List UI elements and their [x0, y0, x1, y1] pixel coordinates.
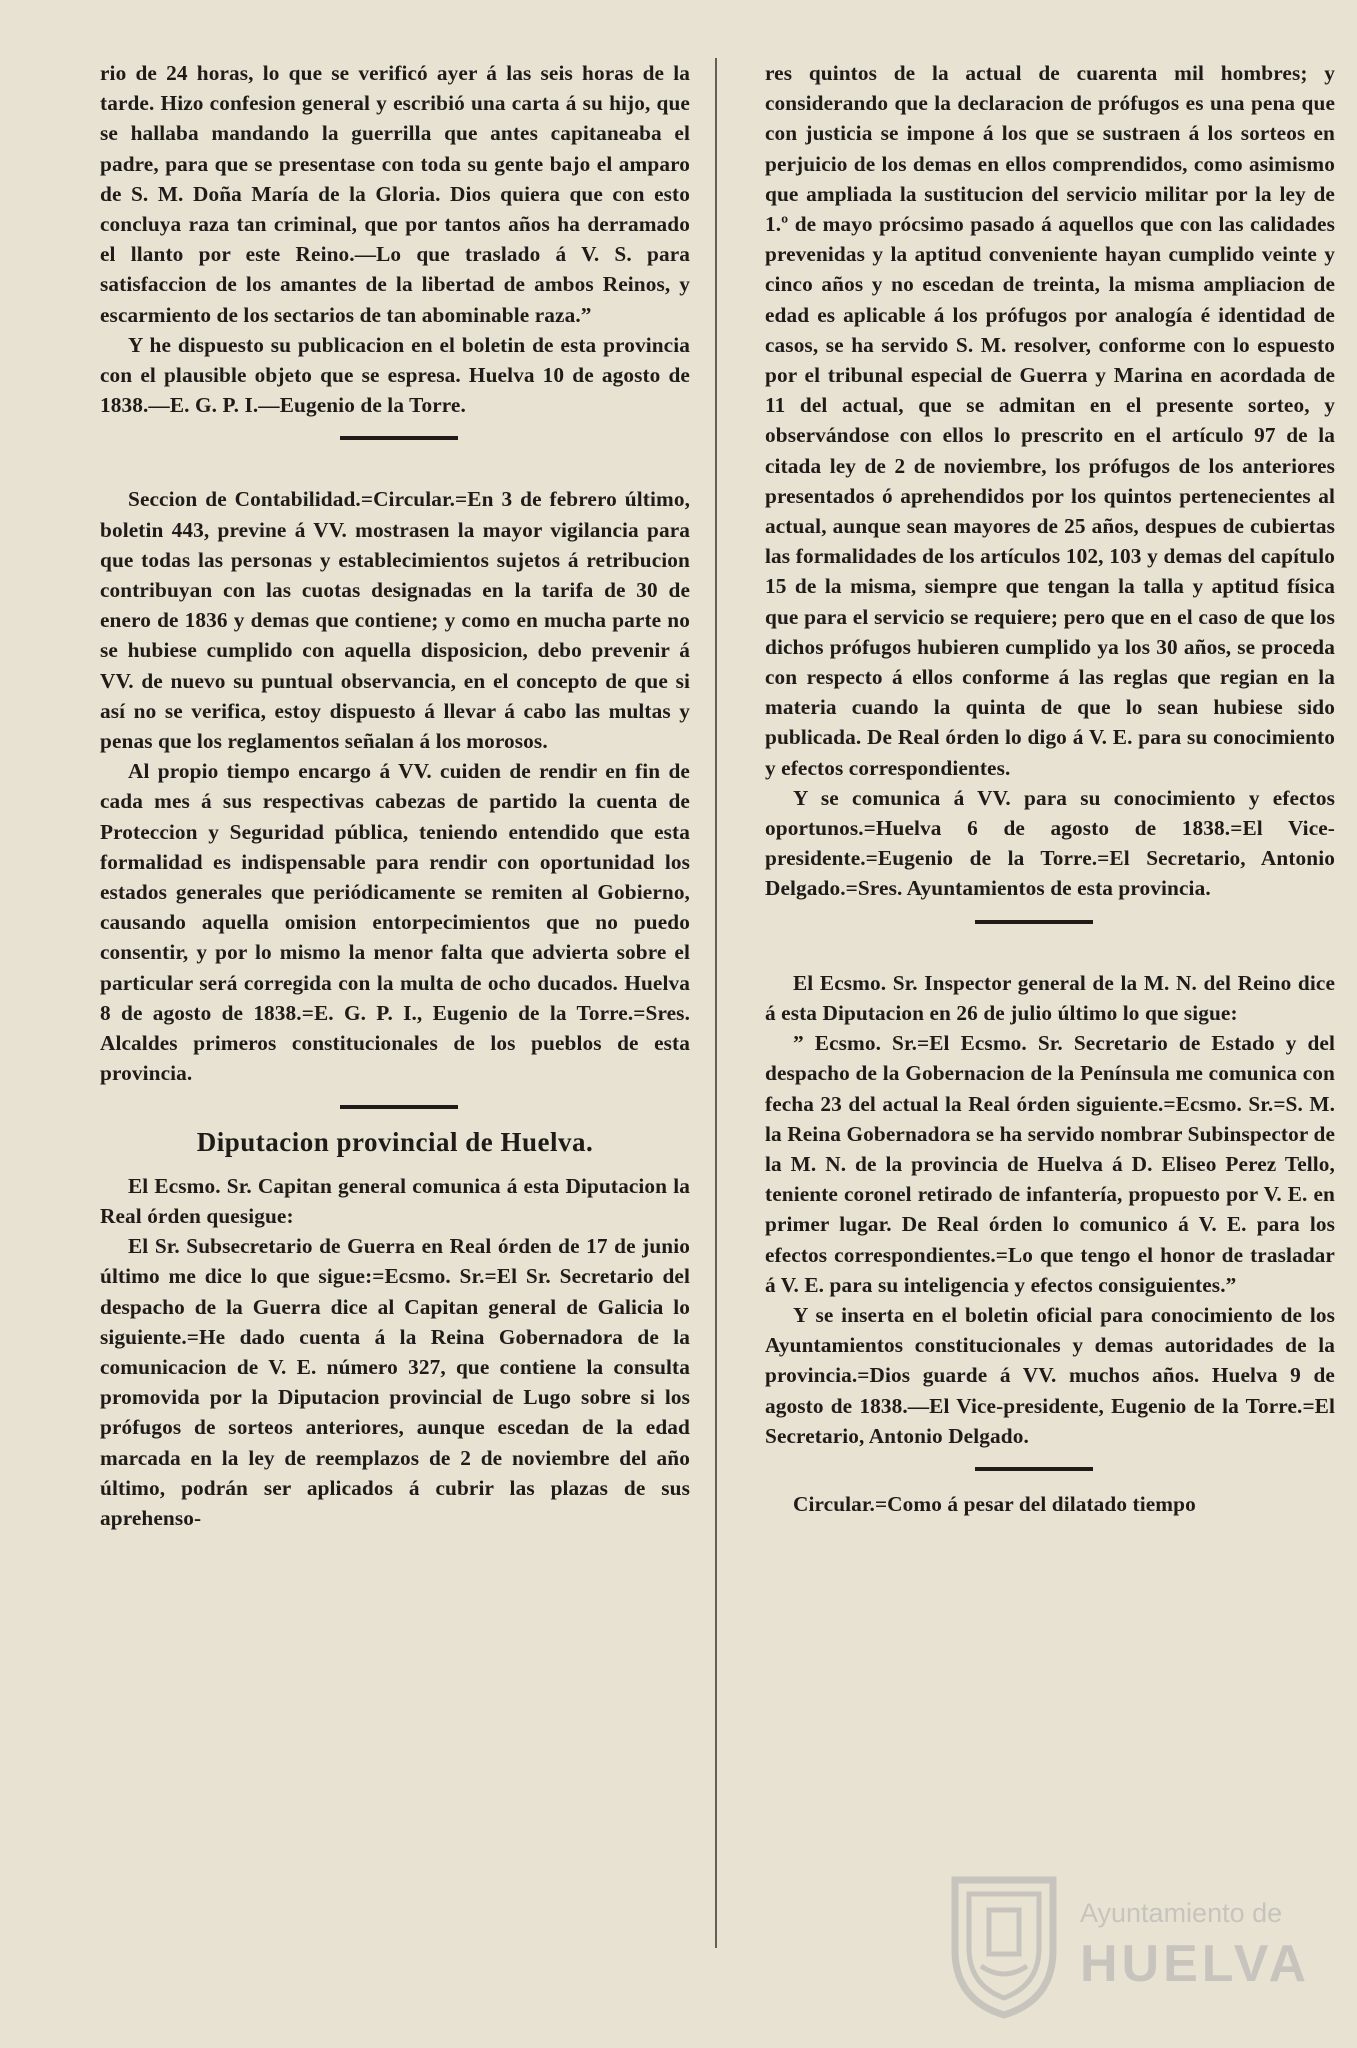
paragraph: Y se comunica á VV. para su conocimiento y efectos oportunos.=Huelva 6 de agosto de 1838.=El Vice-presidente.=Eugenio de la Torre.=El Secretario, Antonio Delgado.=Sres. Ayuntamientos de esta provincia.: [765, 785, 1335, 901]
right-column: [765, 58, 1335, 1519]
watermark-line1: Ayuntamiento de: [1080, 1898, 1283, 1928]
paragraph: Y se inserta en el boletin oficial para conocimiento de los Ayuntamientos constitucionales y demas autoridades de la provincia.=Dios guarde á VV. muchos años. Huelva 9 de agosto de 1838.—El Vice-presidente, Eugenio de la Torre.=El Secretario, Antonio Delgado.: [765, 1302, 1335, 1448]
paragraph: Seccion de Contabilidad.=Circular.=En 3 de febrero último, boletin 443, previne á VV. mostrasen la mayor vigilancia para que todas las personas y establecimientos sujetos á retribucion contribuyan con las cuotas designadas en la tarifa de 30 de enero de 1836 y demas que contiene; y como en mucha parte no se hubiese cumplido con aquella disposicion, debo prevenir á VV. de nuevo su puntual observancia, en el concepto de que si así no se verifica, estoy dispuesto á llevar á cabo las multas y penas que los reglamentos señalan á los morosos.: [100, 487, 690, 754]
paragraph: El Sr. Subsecretario de Guerra en Real órden de 17 de junio último me dice lo que sigue:=Ecsmo. Sr.=El Sr. Secretario del despacho de la Guerra dice al Capitan general de Galicia lo siguiente.=He dado cuenta á la Reina Gobernadora de la comunicacion de V. E. número 327, que contiene la consulta promovida por la Diputacion provincial de Lugo sobre si los prófugos de sorteos anteriores, aunque escedan de la edad marcada en la ley de reemplazos de 2 de noviembre del año último, podrán ser aplicados á cubrir las plazas de sus aprehenso-: [100, 1234, 690, 1530]
shield-icon: [945, 1870, 1063, 2020]
watermark-logo: [945, 1870, 1325, 2020]
paragraph: rio de 24 horas, lo que se verificó ayer á las seis horas de la tarde. Hizo confesion general y escribió una carta á su hijo, que se hallaba mandando la guerrilla que antes capitaneaba el padre, para que se presentase con toda su gente bajo el amparo de S. M. Doña María de la Gloria. Dios quiera que con esto concluya raza tan criminal, que por tantos años ha derramado el llanto por este Reino.—Lo que traslado á V. S. para satisfaccion de los amantes de la libertad de ambos Reinos, y escarmiento de los sectarios de tan abominable raza.”: [100, 61, 690, 327]
left-column: [100, 58, 690, 1533]
column-divider: [715, 58, 717, 1948]
section-rule: [975, 920, 1093, 924]
paragraph: El Ecsmo. Sr. Inspector general de la M. N. del Reino dice á esta Diputacion en 26 de julio último lo que sigue:: [765, 970, 1335, 1025]
paragraph: Al propio tiempo encargo á VV. cuiden de rendir en fin de cada mes á sus respectivas cabezas de partido la cuenta de Proteccion y Seguridad pública, teniendo entendido que esta formalidad es indispensable para rendir con oportunidad los estados generales que periódicamente se remiten al Gobierno, causando aquella omision entorpecimientos que no puedo consentir, y por lo mismo la menor falta que advierta sobre el particular será corregida con la multa de ocho ducados. Huelva 8 de agosto de 1838.=E. G. P. I., Eugenio de la Torre.=Sres. Alcaldes primeros constitucionales de los pueblos de esta provincia.: [100, 759, 690, 1086]
watermark-line2: HUELVA: [1080, 1935, 1311, 1993]
paragraph: Circular.=Como á pesar del dilatado tiempo: [793, 1491, 1196, 1516]
paragraph: El Ecsmo. Sr. Capitan general comunica á esta Diputacion la Real órden quesigue:: [100, 1173, 690, 1228]
section-rule: [975, 1467, 1093, 1471]
paragraph: ” Ecsmo. Sr.=El Ecsmo. Sr. Secretario de Estado y del despacho de la Gobernacion de la Península me comunica con fecha 23 del actual la Real órden siguiente.=Ecsmo. Sr.=S. M. la Reina Gobernadora se ha servido nombrar Subinspector de la M. N. de la provincia de Huelva á D. Eliseo Perez Tello, teniente coronel retirado de infantería, propuesto por V. E. en primer lugar. De Real órden lo comunico á V. E. para los efectos correspondientes.=Lo que tengo el honor de trasladar á V. E. para su inteligencia y efectos consiguientes.”: [765, 1031, 1335, 1297]
section-rule: [340, 1105, 458, 1109]
paragraph: Y he dispuesto su publicacion en el boletin de esta provincia con el plausible objeto que se espresa. Huelva 10 de agosto de 1838.—E. G. P. I.—Eugenio de la Torre.: [100, 332, 690, 418]
section-heading: Diputacion provincial de Huelva.: [196, 1126, 594, 1157]
paragraph: res quintos de la actual de cuarenta mil hombres; y considerando que la declaracion de prófugos es una pena que con justicia se impone á los que se sustraen á los sorteos en perjuicio de los demas en ellos comprendidos, como asimismo que ampliada la sustitucion del servicio militar por la ley de 1.º de mayo prócsimo pasado á aquellos que con las calidades prevenidas y la aptitud conveniente hayan cumplido veinte y cinco años y no escedan de treinta, la misma ampliacion de edad es aplicable á los prófugos por analogía é identidad de casos, se ha servido S. M. resolver, conforme con lo espuesto por el tribunal especial de Guerra y Marina en acordada de 11 del actual, que se admitan en el presente sorteo, y observándose con ellos lo prescrito en el artículo 97 de la citada ley de 2 de noviembre, los prófugos de los anteriores presentados ó aprehendidos por los quintos pertenecientes al actual, aunque sean mayores de 25 años, despues de cubiertas las formalidades de los artículos 102, 103 y demas del capítulo 15 de la misma, siempre que tengan la talla y aptitud física que para el servicio se requiere; pero que en el caso de que los dichos prófugos hubieren cumplido ya los 30 años, se proceda con respecto á ellos conforme á las reglas que regian en la materia cuando la quinta de que lo sean hubiese sido publicada. De Real órden lo digo á V. E. para su conocimiento y efectos correspondientes.: [765, 61, 1335, 780]
section-rule: [340, 436, 458, 440]
